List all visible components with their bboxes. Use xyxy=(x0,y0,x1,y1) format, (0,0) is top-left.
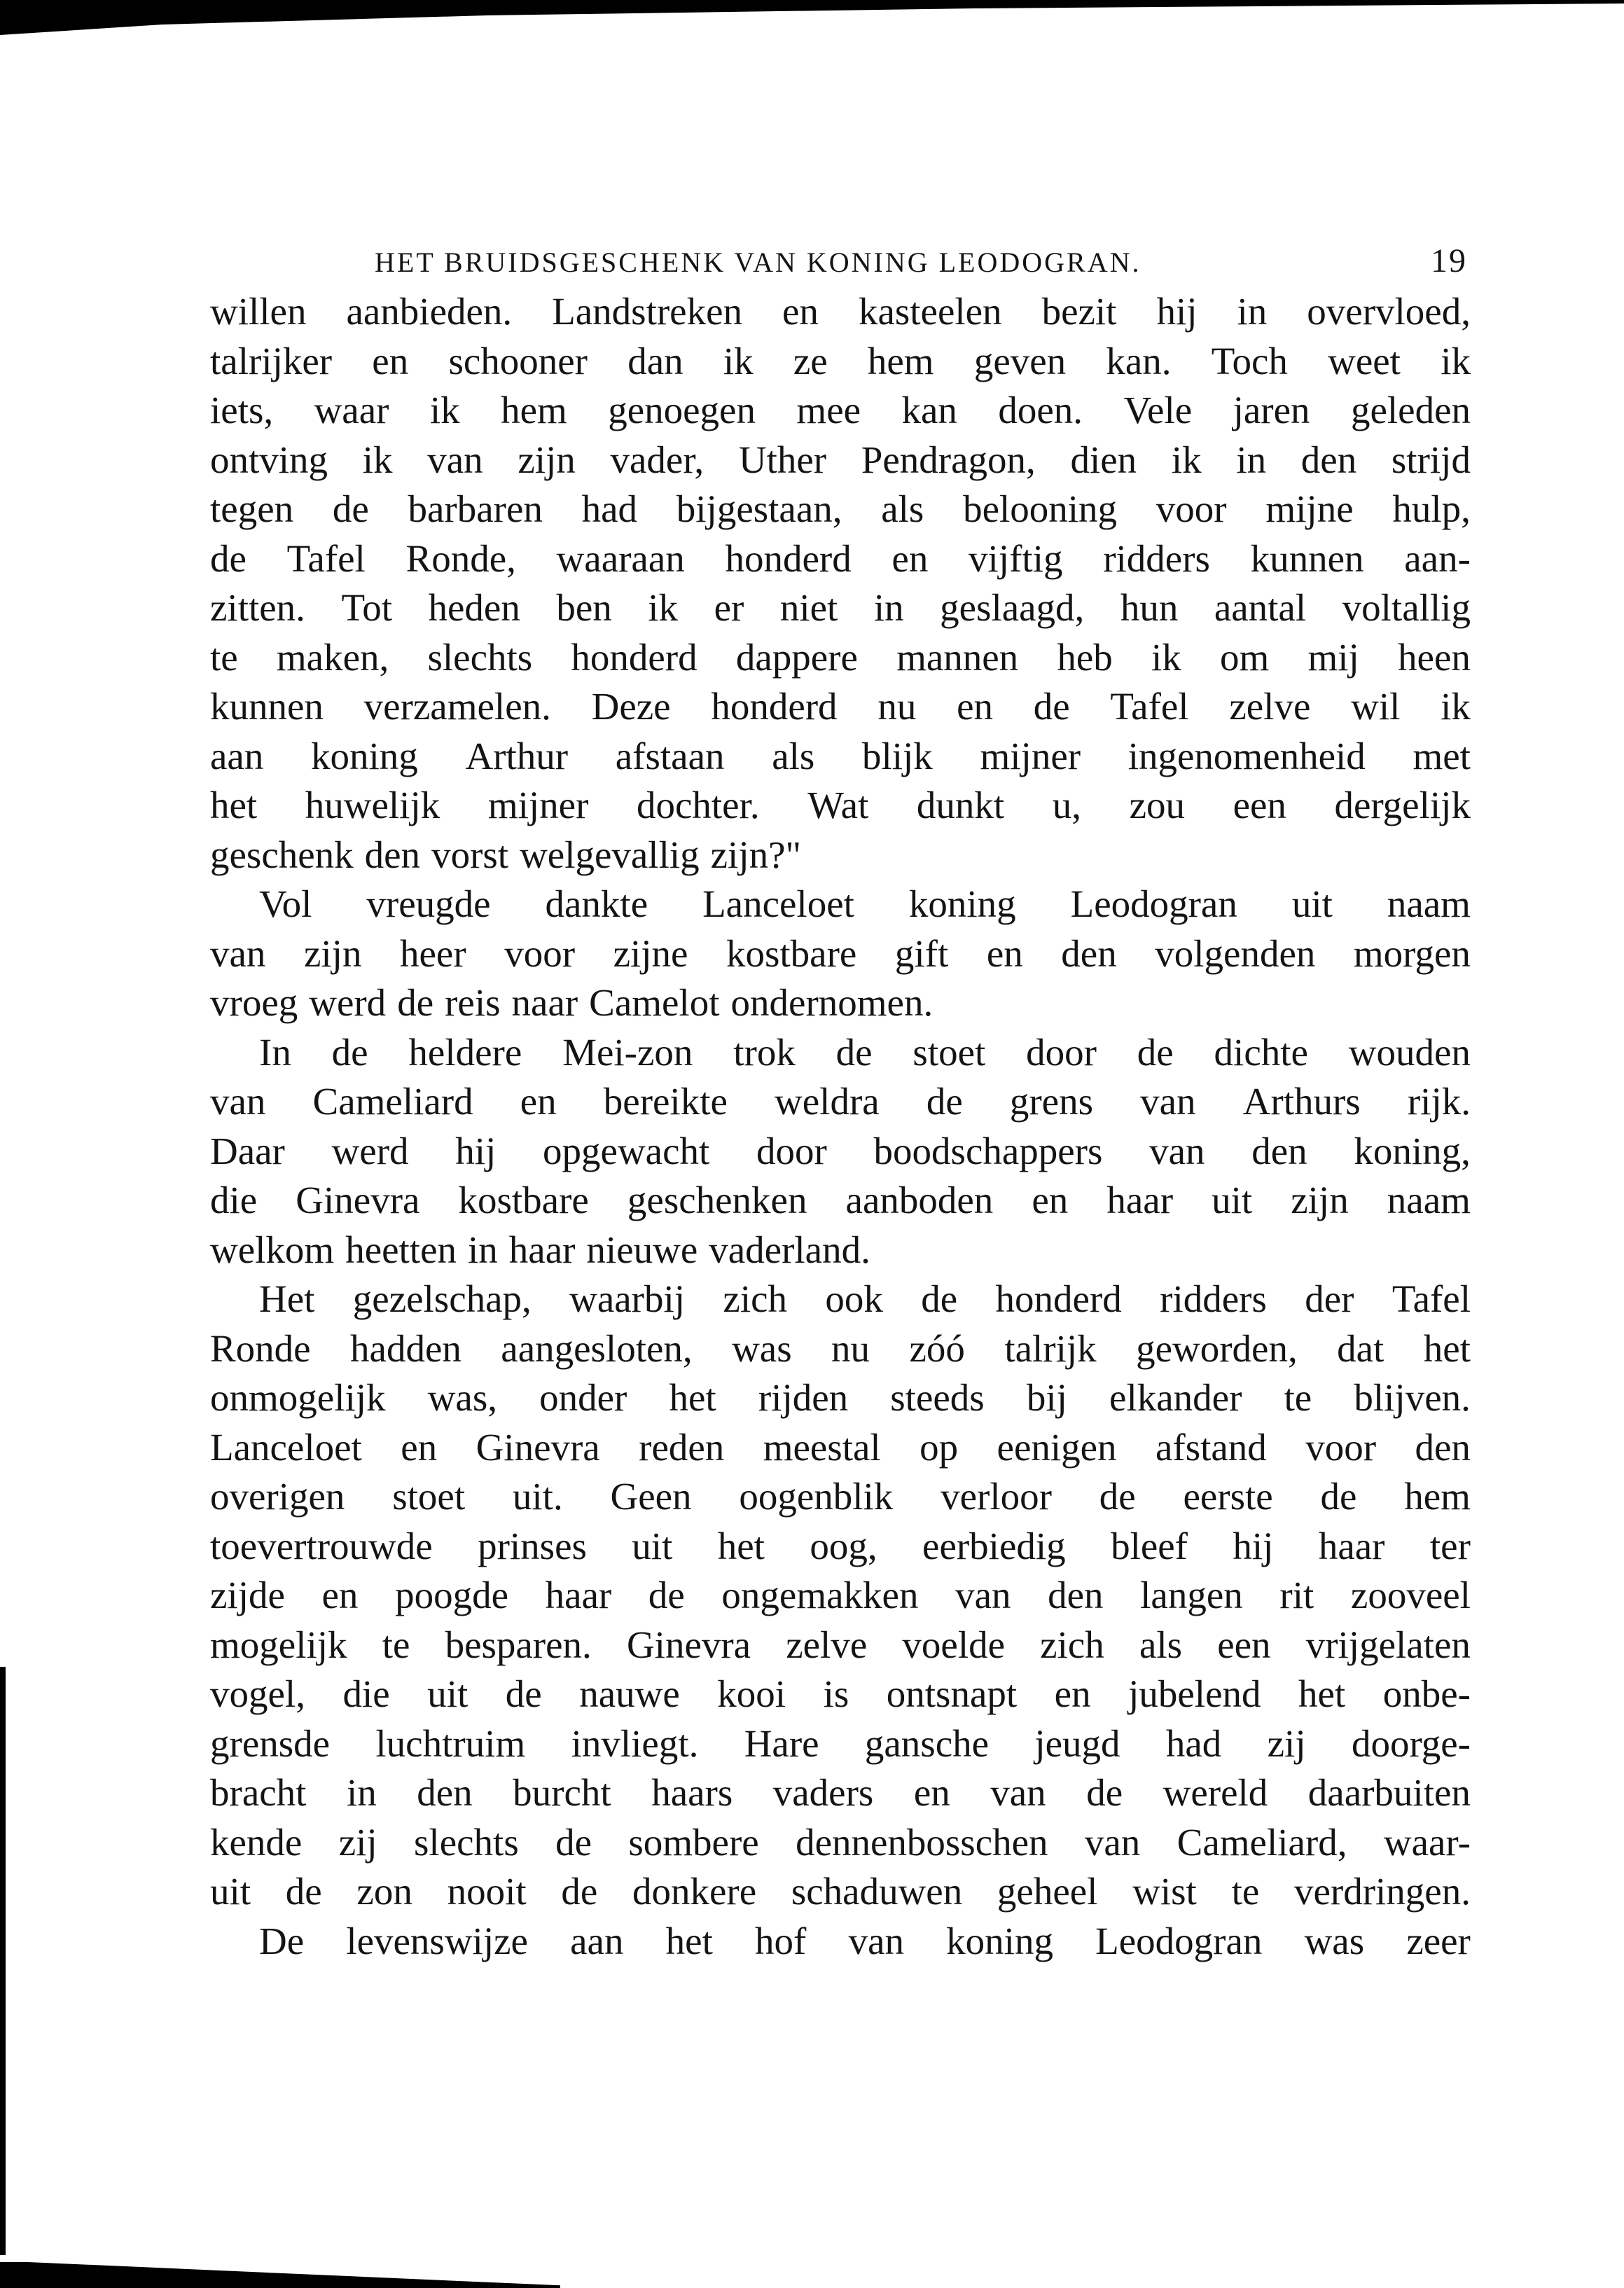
text-line: mogelijk te besparen. Ginevra zelve voelde zich als een vrijgelaten xyxy=(210,1623,1471,1666)
text-line: het huwelijk mijner dochter. Wat dunkt u, zou een dergelijk xyxy=(210,784,1471,826)
text-line: Ronde hadden aangesloten, was nu zóó talrijk geworden, dat het xyxy=(210,1326,1471,1370)
text-line: die Ginevra kostbare geschenken aanboden en haar uit zijn naam xyxy=(210,1179,1471,1221)
scan-border-top xyxy=(0,0,1624,42)
text-line: toevertrouwde prinses uit het oog, eerbiedig bleef hij haar ter xyxy=(210,1524,1471,1567)
text-line: te maken, slechts honderd dappere mannen heb ik om mij heen xyxy=(210,635,1471,679)
text-line: uit de zon nooit de donkere schaduwen geheel wist te verdringen. xyxy=(210,1870,1471,1913)
text-line: aan koning Arthur afstaan als blijk mijner ingenomenheid met xyxy=(210,734,1471,777)
running-header xyxy=(375,242,1467,284)
body-text xyxy=(210,287,1471,1966)
text-line: bracht in den burcht haars vaders en van de wereld daarbuiten xyxy=(210,1771,1471,1814)
text-line: vogel, die uit de nauwe kooi is ontsnapt en jubelend het onbe- xyxy=(210,1672,1471,1715)
text-line: van zijn heer voor zijne kostbare gift en den volgenden morgen xyxy=(210,931,1471,975)
scan-border-bottom xyxy=(0,2262,560,2288)
scan-border-left xyxy=(0,1667,6,2255)
text-line: kunnen verzamelen. Deze honderd nu en de Tafel zelve wil ik xyxy=(210,685,1471,728)
text-line: willen aanbieden. Landstreken en kasteelen bezit hij in overvloed, xyxy=(210,290,1471,333)
text-line: Daar werd hij opgewacht door boodschappers van den koning, xyxy=(210,1129,1471,1172)
text-line: geschenk den vorst welgevallig zijn?" xyxy=(210,833,801,876)
text-line: zitten. Tot heden ben ik er niet in geslaagd, hun aantal voltallig xyxy=(210,586,1471,629)
text-line: In de heldere Mei-zon trok de stoet door de dichte wouden xyxy=(259,1030,1471,1074)
text-line: overigen stoet uit. Geen oogenblik verloor de eerste de hem xyxy=(210,1475,1471,1518)
text-line: zijde en poogde haar de ongemakken van den langen rit zooveel xyxy=(210,1574,1471,1616)
text-line: de Tafel Ronde, waaraan honderd en vijftig ridders kunnen aan- xyxy=(210,536,1471,580)
text-line: Vol vreugde dankte Lanceloet koning Leodogran uit naam xyxy=(259,882,1471,925)
text-line: van Cameliard en bereikte weldra de grens van Arthurs rijk. xyxy=(210,1080,1471,1123)
text-line: welkom heetten in haar nieuwe vaderland. xyxy=(210,1228,870,1271)
text-line: Het gezelschap, waarbij zich ook de honderd ridders der Tafel xyxy=(259,1277,1471,1320)
text-line: ontving ik van zijn vader, Uther Pendragon, dien ik in den strijd xyxy=(210,438,1471,481)
page-number: 19 xyxy=(1431,242,1467,279)
text-line: onmogelijk was, onder het rijden steeds bij elkander te blijven. xyxy=(210,1376,1471,1419)
text-line: grensde luchtruim invliegt. Hare gansche jeugd had zij doorge- xyxy=(210,1721,1471,1765)
text-line: De levenswijze aan het hof van koning Leodogran was zeer xyxy=(259,1919,1471,1962)
text-line: tegen de barbaren had bijgestaan, als belooning voor mijne hulp, xyxy=(210,487,1471,530)
text-line: Lanceloet en Ginevra reden meestal op eenigen afstand voor den xyxy=(210,1425,1471,1469)
text-line: talrijker en schooner dan ik ze hem geven kan. Toch weet ik xyxy=(210,339,1471,382)
text-line: kende zij slechts de sombere dennenbosschen van Cameliard, waar- xyxy=(210,1820,1471,1864)
chapter-title: HET BRUIDSGESCHENK VAN KONING LEODOGRAN. xyxy=(375,247,1141,278)
text-line: vroeg werd de reis naar Camelot ondernomen. xyxy=(210,981,934,1024)
text-line: iets, waar ik hem genoegen mee kan doen. Vele jaren geleden xyxy=(210,389,1471,431)
